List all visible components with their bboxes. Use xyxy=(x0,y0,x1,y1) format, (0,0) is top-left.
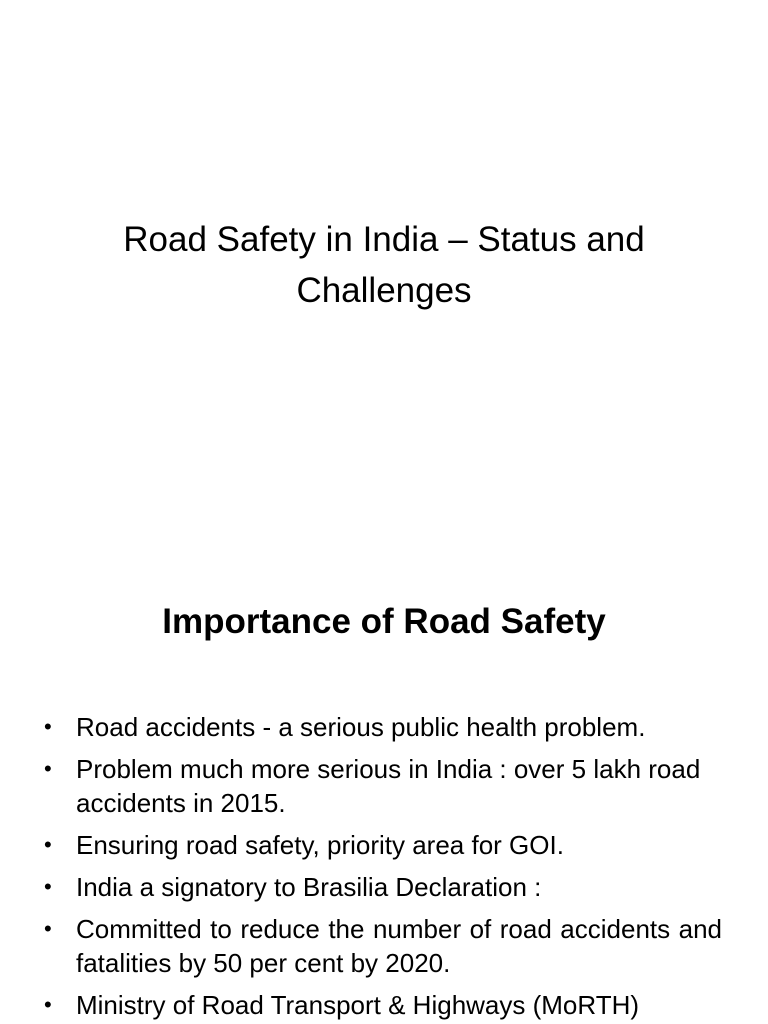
bullet-dot-icon: • xyxy=(44,874,52,899)
bullet-text: Ministry of Road Transport & Highways (MoRTH) xyxy=(76,990,640,1020)
bullet-dot-icon: • xyxy=(44,832,52,857)
bullet-item xyxy=(42,912,722,980)
bullet-item xyxy=(42,752,722,820)
bullet-item xyxy=(42,870,722,904)
bullet-list xyxy=(42,710,722,1024)
bullet-text: Problem much more serious in India : over 5 lakh road accidents in 2015. xyxy=(76,754,701,818)
slide-title: Road Safety in India – Status and Challenges xyxy=(123,220,645,310)
bullet-dot-icon: • xyxy=(44,992,52,1017)
slide-heading: Importance of Road Safety xyxy=(162,602,606,641)
bullet-dot-icon: • xyxy=(44,714,52,739)
bullet-text: India a signatory to Brasilia Declaration : xyxy=(76,872,542,902)
bullet-text: Road accidents - a serious public health problem. xyxy=(76,712,646,742)
bullet-text: Ensuring road safety, priority area for GOI. xyxy=(76,830,564,860)
bullet-dot-icon: • xyxy=(44,916,52,941)
bullet-dot-icon: • xyxy=(44,756,52,781)
content-slide xyxy=(0,576,768,1024)
bullet-item xyxy=(42,988,722,1022)
bullet-text: Committed to reduce the number of road accidents and fatalities by 50 per cent by 2020. xyxy=(76,914,722,978)
bullet-item xyxy=(42,828,722,862)
bullet-item xyxy=(42,710,722,744)
